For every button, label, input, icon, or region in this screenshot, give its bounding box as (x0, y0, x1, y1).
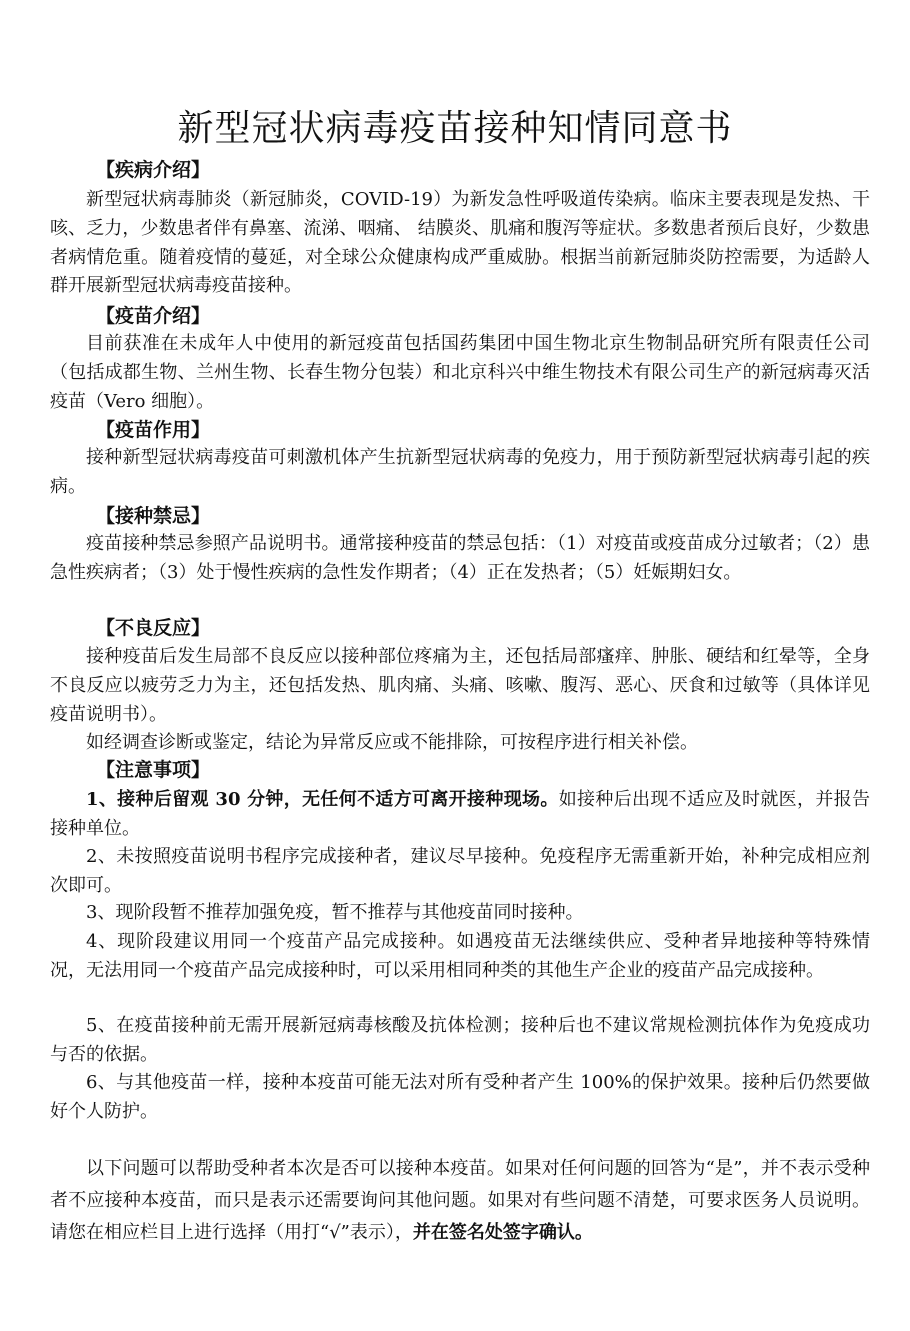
note-item-1-bold: 1、接种后留观 30 分钟，无任何不适方可离开接种现场。 (86, 789, 559, 810)
heading-contraindications: 【接种禁忌】 (96, 505, 211, 527)
heading-effect: 【疫苗作用】 (96, 419, 211, 441)
closing-paragraph (50, 1153, 870, 1249)
note-item-1 (50, 786, 870, 844)
heading-adverse: 【不良反应】 (96, 617, 211, 639)
heading-vaccine: 【疫苗介绍】 (96, 305, 211, 327)
paragraph-disease: 新型冠状病毒肺炎（新冠肺炎，COVID-19）为新发急性呼吸道传染病。临床主要表现是发热、干咳、乏力，少数患者伴有鼻塞、流涕、咽痛、 结膜炎、肌痛和腹泻等症状。多数患者预后良好，少数患者病情危重。随着疫情的蔓延，对全球公众健康构成严重威胁。根据当前新冠肺炎防控需要，为适龄人群开展新型冠状病毒疫苗接种。 (50, 189, 870, 297)
note-item-4: 4、现阶段建议用同一个疫苗产品完成接种。如遇疫苗无法继续供应、受种者异地接种等特殊情况，无法用同一个疫苗产品完成接种时，可以采用相同种类的其他生产企业的疫苗产品完成接种。 (50, 931, 870, 981)
paragraph-contraindications: 疫苗接种禁忌参照产品说明书。通常接种疫苗的禁忌包括：（1）对疫苗或疫苗成分过敏者；（2）患急性疾病者；（3）处于慢性疾病的急性发作期者；（4）正在发热者；（5）妊娠期妇女。 (50, 533, 870, 583)
note-item-2: 2、未按照疫苗说明书程序完成接种者，建议尽早接种。免疫程序无需重新开始，补种完成相应剂次即可。 (50, 846, 870, 896)
note-item-5: 5、在疫苗接种前无需开展新冠病毒核酸及抗体检测；接种后也不建议常规检测抗体作为免疫成功与否的依据。 (50, 1015, 870, 1065)
closing-text: 以下问题可以帮助受种者本次是否可以接种本疫苗。如果对任何问题的回答为“是”，并不表示受种者不应接种本疫苗，而只是表示还需要询问其他问题。如果对有些问题不清楚，可要求医务人员说明。请您在相应栏目上进行选择（用打“√”表示）， (50, 1158, 870, 1243)
heading-notes: 【注意事项】 (96, 759, 211, 781)
note-item-1-rest: 如接种后出现不适应及时就医，并报告接种单位。 (50, 789, 870, 839)
note-item-3: 3、现阶段暂不推荐加强免疫，暂不推荐与其他疫苗同时接种。 (86, 902, 584, 923)
paragraph-adverse: 接种疫苗后发生局部不良反应以接种部位疼痛为主，还包括局部瘙痒、肿胀、硬结和红晕等，全身不良反应以疲劳乏力为主，还包括发热、肌肉痛、头痛、咳嗽、腹泻、恶心、厌食和过敏等（具体详见疫苗说明书）。 (50, 646, 870, 725)
heading-disease: 【疾病介绍】 (96, 159, 211, 181)
closing-bold-tail: 并在签名处签字确认。 (412, 1222, 593, 1243)
paragraph-vaccine: 目前获准在未成年人中使用的新冠疫苗包括国药集团中国生物北京生物制品研究所有限责任公司（包括成都生物、兰州生物、长春生物分包装）和北京科兴中维生物技术有限公司生产的新冠病毒灭活疫苗（Vero 细胞）。 (50, 333, 870, 412)
paragraph-effect: 接种新型冠状病毒疫苗可刺激机体产生抗新型冠状病毒的免疫力，用于预防新型冠状病毒引起的疾病。 (50, 447, 870, 497)
document-title: 新型冠状病毒疫苗接种知情同意书 (177, 108, 733, 149)
note-item-6: 6、与其他疫苗一样，接种本疫苗可能无法对所有受种者产生 100%的保护效果。接种后仍然要做好个人防护。 (50, 1072, 870, 1122)
paragraph-compensation: 如经调查诊断或鉴定，结论为异常反应或不能排除，可按程序进行相关补偿。 (86, 732, 698, 753)
